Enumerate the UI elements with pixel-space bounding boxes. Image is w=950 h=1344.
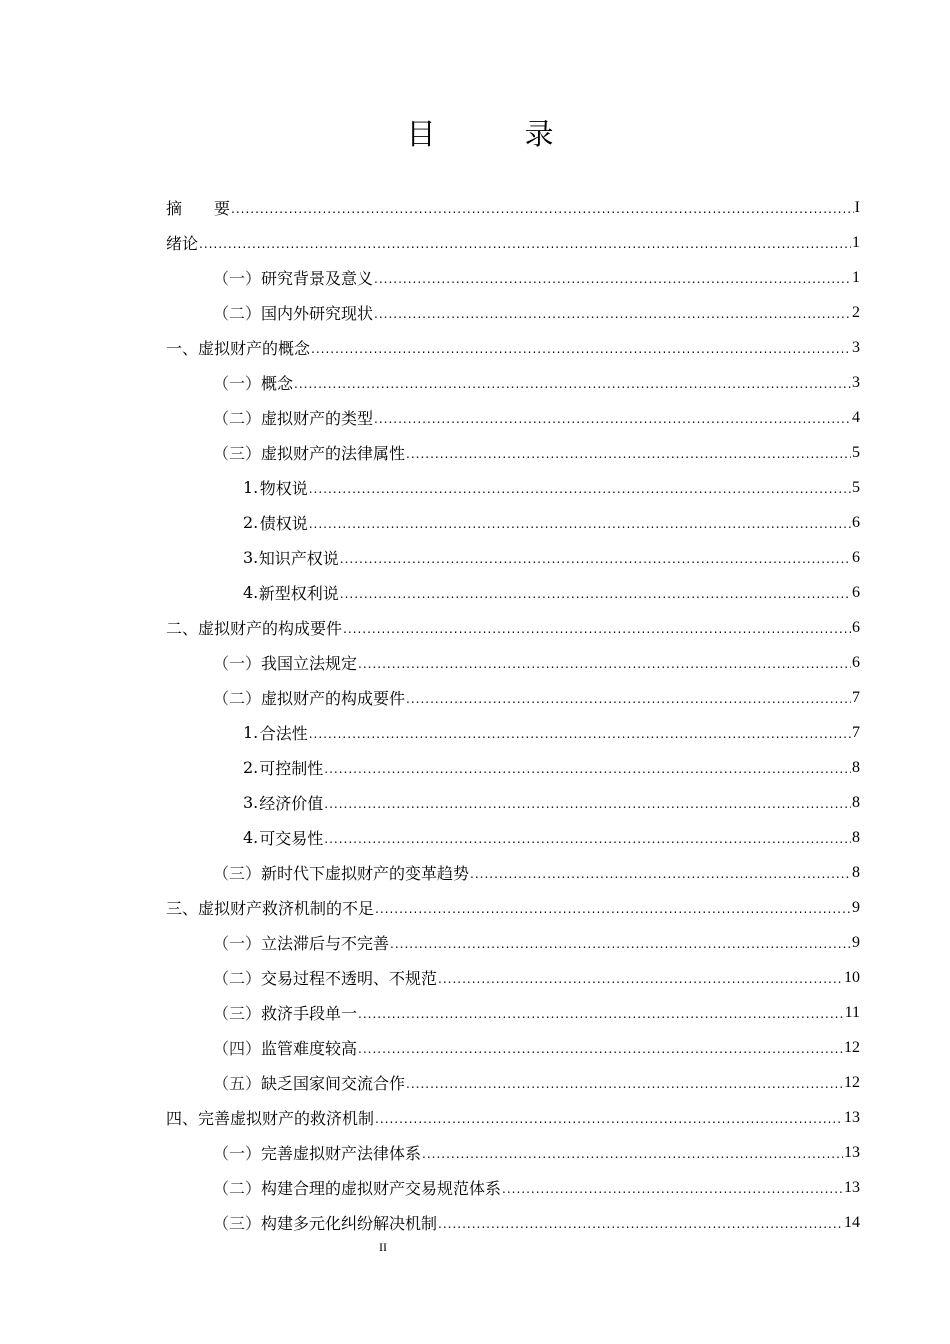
toc-entry[interactable] [166,330,860,365]
toc-entry-page: 3 [852,373,860,391]
toc-entry[interactable] [166,470,860,505]
toc-entry[interactable] [166,715,860,750]
toc-entry-page: 7 [852,723,860,741]
dot-leader [231,202,854,225]
toc-entry-number: 三、 [166,899,199,918]
toc-entry-page: 6 [852,548,860,566]
toc-entry-label: 物权说 [259,479,308,498]
dot-leader [422,1147,843,1170]
toc-entry-number: （二） [213,409,262,428]
dot-leader [358,1042,843,1065]
toc-entry-label: 虚拟财产的构成要件 [261,689,406,708]
toc-entry-page: 5 [852,443,860,461]
toc-entry-page: 8 [852,793,860,811]
toc-entry-label: 虚拟财产的概念 [198,339,311,358]
toc-entry-page: 10 [844,968,860,986]
toc-entry[interactable] [166,1065,860,1100]
toc-entry[interactable] [166,680,860,715]
toc-entry-page: 7 [852,688,860,706]
toc-entry-page: 13 [844,1178,860,1196]
toc-entry-page: 6 [852,513,860,531]
toc-entry-number: （四） [213,1039,262,1058]
toc-entry[interactable] [166,820,860,855]
toc-entry[interactable] [166,1135,860,1170]
page-title: 目 录 [406,117,584,151]
toc-entry-label: 可控制性 [259,759,324,778]
toc-entry-page: 13 [844,1143,860,1161]
dot-leader [294,377,851,400]
toc-entry-page: I [854,198,860,216]
toc-entry[interactable] [166,540,860,575]
toc-entry-number: （一） [213,934,262,953]
dot-leader [324,797,851,820]
toc-entry-page: 9 [852,933,860,951]
toc-entry-label: 完善虚拟财产的救济机制 [198,1109,375,1128]
toc-entry[interactable] [166,785,860,820]
toc-entry-number: 2. [243,758,259,777]
toc-entry-label: 交易过程不透明、不规范 [261,969,438,988]
page-number-footer: II [379,1240,387,1254]
toc-entry-label: 救济手段单一 [261,1004,358,1023]
toc-entry[interactable] [166,610,860,645]
toc-entry-number: （一） [213,269,262,288]
toc-entry-number: （五） [213,1074,262,1093]
toc-entry-page: 6 [852,653,860,671]
dot-leader [406,692,851,715]
dot-leader [390,937,851,960]
toc-entry-label: 我国立法规定 [261,654,358,673]
toc-entry-number: （二） [213,1179,262,1198]
toc-entry-number: 3. [243,793,259,812]
toc-entry[interactable] [166,960,860,995]
toc-entry-number: （三） [213,1004,262,1023]
toc-entry-label: 摘 要 [166,199,231,218]
dot-leader [358,657,851,680]
dot-leader [374,307,851,330]
toc-entry[interactable] [166,750,860,785]
toc-entry-number: 2. [243,513,259,532]
toc-entry-page: 1 [852,233,860,251]
dot-leader [406,1077,843,1100]
toc-entry-page: 2 [852,303,860,321]
toc-entry[interactable] [166,295,860,330]
toc-entry-page: 4 [852,408,860,426]
dot-leader [324,832,851,855]
toc-entry-number: （一） [213,374,262,393]
toc-entry[interactable] [166,435,860,470]
toc-entry-number: （二） [213,304,262,323]
dot-leader [438,972,843,995]
toc-entry-label: 立法滞后与不完善 [261,934,390,953]
toc-entry-label: 虚拟财产的类型 [261,409,374,428]
dot-leader [375,1112,843,1135]
dot-leader [309,482,851,505]
toc-entry-number: 1. [243,723,259,742]
toc-entry[interactable] [166,1205,860,1240]
dot-leader [340,587,851,610]
toc-entry-number: 4. [243,828,259,847]
toc-entry-number: 1. [243,478,259,497]
toc-entry-page: 13 [844,1108,860,1126]
toc-entry[interactable] [166,1100,860,1135]
dot-leader [470,867,851,890]
toc-entry-page: 1 [852,268,860,286]
toc-entry[interactable] [166,575,860,610]
toc-entry-number: 四、 [166,1109,199,1128]
toc-entry-label: 虚拟财产的法律属性 [261,444,406,463]
toc-entry-label: 虚拟财产的构成要件 [198,619,343,638]
toc-entry[interactable] [166,225,860,260]
toc-entry[interactable] [166,190,860,225]
dot-leader [374,272,851,295]
toc-entry[interactable] [166,260,860,295]
toc-entry[interactable] [166,925,860,960]
toc-entry-number: 3. [243,548,259,567]
toc-entry-page: 5 [852,478,860,496]
dot-leader [324,762,851,785]
toc-entry-page: 8 [852,863,860,881]
toc-entry[interactable] [166,400,860,435]
toc-entry-page: 12 [844,1073,860,1091]
toc-entry-label: 经济价值 [259,794,324,813]
toc-entry-label: 构建多元化纠纷解决机制 [261,1214,438,1233]
dot-leader [502,1182,843,1205]
dot-leader [438,1217,843,1240]
toc-entry-label: 债权说 [259,514,308,533]
toc-entry-number: （一） [213,654,262,673]
toc-entry-number: （三） [213,444,262,463]
toc-entry-page: 12 [844,1038,860,1056]
toc-entry[interactable] [166,890,860,925]
toc-entry-number: （二） [213,689,262,708]
toc-entry-label: 缺乏国家间交流合作 [261,1074,406,1093]
dot-leader [358,1007,844,1030]
toc-entry-number: （一） [213,1144,262,1163]
toc-entry-page: 8 [852,758,860,776]
table-of-contents [166,190,860,1240]
toc-entry-page: 11 [844,1003,860,1021]
toc-entry-label: 概念 [261,374,294,393]
toc-entry[interactable] [166,995,860,1030]
dot-leader [406,447,851,470]
toc-entry-label: 知识产权说 [258,549,339,568]
toc-entry-number: 二、 [166,619,199,638]
toc-entry-number: 一、 [166,339,199,358]
toc-entry-page: 6 [852,618,860,636]
toc-entry-label: 可交易性 [259,829,324,848]
toc-entry-number: （三） [213,1214,262,1233]
dot-leader [309,727,851,750]
toc-entry-page: 3 [852,338,860,356]
toc-entry-label: 合法性 [259,724,308,743]
toc-entry-label: 研究背景及意义 [261,269,374,288]
toc-entry-number: （三） [213,864,262,883]
toc-entry-label: 监管难度较高 [261,1039,358,1058]
toc-entry-label: 新型权利说 [258,584,339,603]
dot-leader [199,237,851,260]
dot-leader [340,552,851,575]
dot-leader [375,902,851,925]
dot-leader [311,342,851,365]
toc-entry-label: 虚拟财产救济机制的不足 [198,899,375,918]
toc-entry-label: 新时代下虚拟财产的变革趋势 [261,864,470,883]
toc-entry-label: 构建合理的虚拟财产交易规范体系 [261,1179,502,1198]
toc-entry[interactable] [166,645,860,680]
dot-leader [343,622,851,645]
toc-entry-label: 国内外研究现状 [261,304,374,323]
toc-entry-number: （二） [213,969,262,988]
toc-entry[interactable] [166,365,860,400]
dot-leader [309,517,851,540]
toc-entry-page: 6 [852,583,860,601]
toc-entry-label: 完善虚拟财产法律体系 [261,1144,422,1163]
toc-entry[interactable] [166,1170,860,1205]
dot-leader [374,412,851,435]
toc-entry-number: 4. [243,583,259,602]
toc-entry-label: 绪论 [166,234,199,253]
toc-entry[interactable] [166,855,860,890]
toc-entry-page: 8 [852,828,860,846]
toc-entry[interactable] [166,505,860,540]
toc-entry-page: 9 [852,898,860,916]
toc-entry-page: 14 [844,1213,860,1231]
toc-entry[interactable] [166,1030,860,1065]
